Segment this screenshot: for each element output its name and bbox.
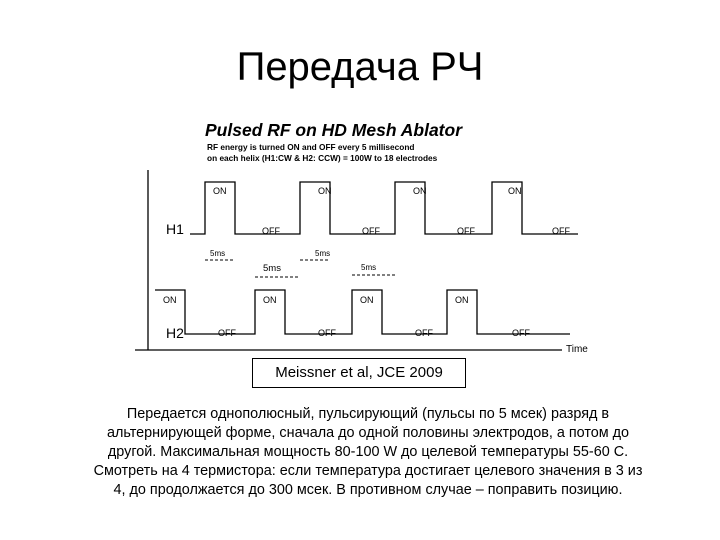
citation-box: Meissner et al, JCE 2009 [252, 358, 466, 388]
figure-title: Pulsed RF on HD Mesh Ablator [205, 120, 463, 140]
h1-off-label-4: OFF [552, 226, 570, 236]
h2-on-label-1: ON [163, 295, 177, 305]
signal-label-h2: H2 [166, 325, 184, 341]
h2-first-duration: 5ms [263, 263, 281, 274]
h1-gap-duration: 5ms [210, 249, 226, 258]
h1-off-label-2: OFF [362, 226, 380, 236]
h2-on-label-3: ON [360, 295, 374, 305]
h2-on-label-4: ON [455, 295, 469, 305]
h1-pulse-duration: 5ms [315, 249, 331, 258]
h2-on-label-2: ON [263, 295, 277, 305]
h1-off-label-3: OFF [457, 226, 475, 236]
h1-on-label-2: ON [318, 186, 332, 196]
h2-second-duration: 5ms [361, 263, 377, 272]
figure-subtitle-line2: on each helix (H1:CW & H2: CCW) = 100W to 18 electrodes [207, 153, 438, 163]
h1-on-label-1: ON [213, 186, 227, 196]
h2-off-label-3: OFF [415, 328, 433, 338]
h2-off-label-2: OFF [318, 328, 336, 338]
slide-description: Передается однополюсный, пульсирующий (пульсы по 5 мсек) разряд в альтернирующей форме, сначала до одной половины электродов, а потом до другой. Максимальная мощность 80-100 W до целевой температуры 55-60 С. Смотреть на 4 термистора: если температура достигает целевого значения в 3 из 4, до продолжается до 300 мсек. В противном случае – поправить позицию. [93, 406, 643, 498]
h1-off-label-1: OFF [262, 226, 280, 236]
h2-off-label-4: OFF [512, 328, 530, 338]
pulsed-rf-timing-diagram [130, 112, 610, 362]
figure-subtitle-line1: RF energy is turned ON and OFF every 5 millisecond [207, 142, 415, 152]
timing-diagram-svg [130, 112, 610, 362]
slide-title: Передача РЧ [236, 45, 484, 89]
signal-label-h1: H1 [166, 221, 184, 237]
h1-on-label-4: ON [508, 186, 522, 196]
h2-off-label-1: OFF [218, 328, 236, 338]
h1-on-label-3: ON [413, 186, 427, 196]
time-axis-label: Time [566, 344, 588, 355]
